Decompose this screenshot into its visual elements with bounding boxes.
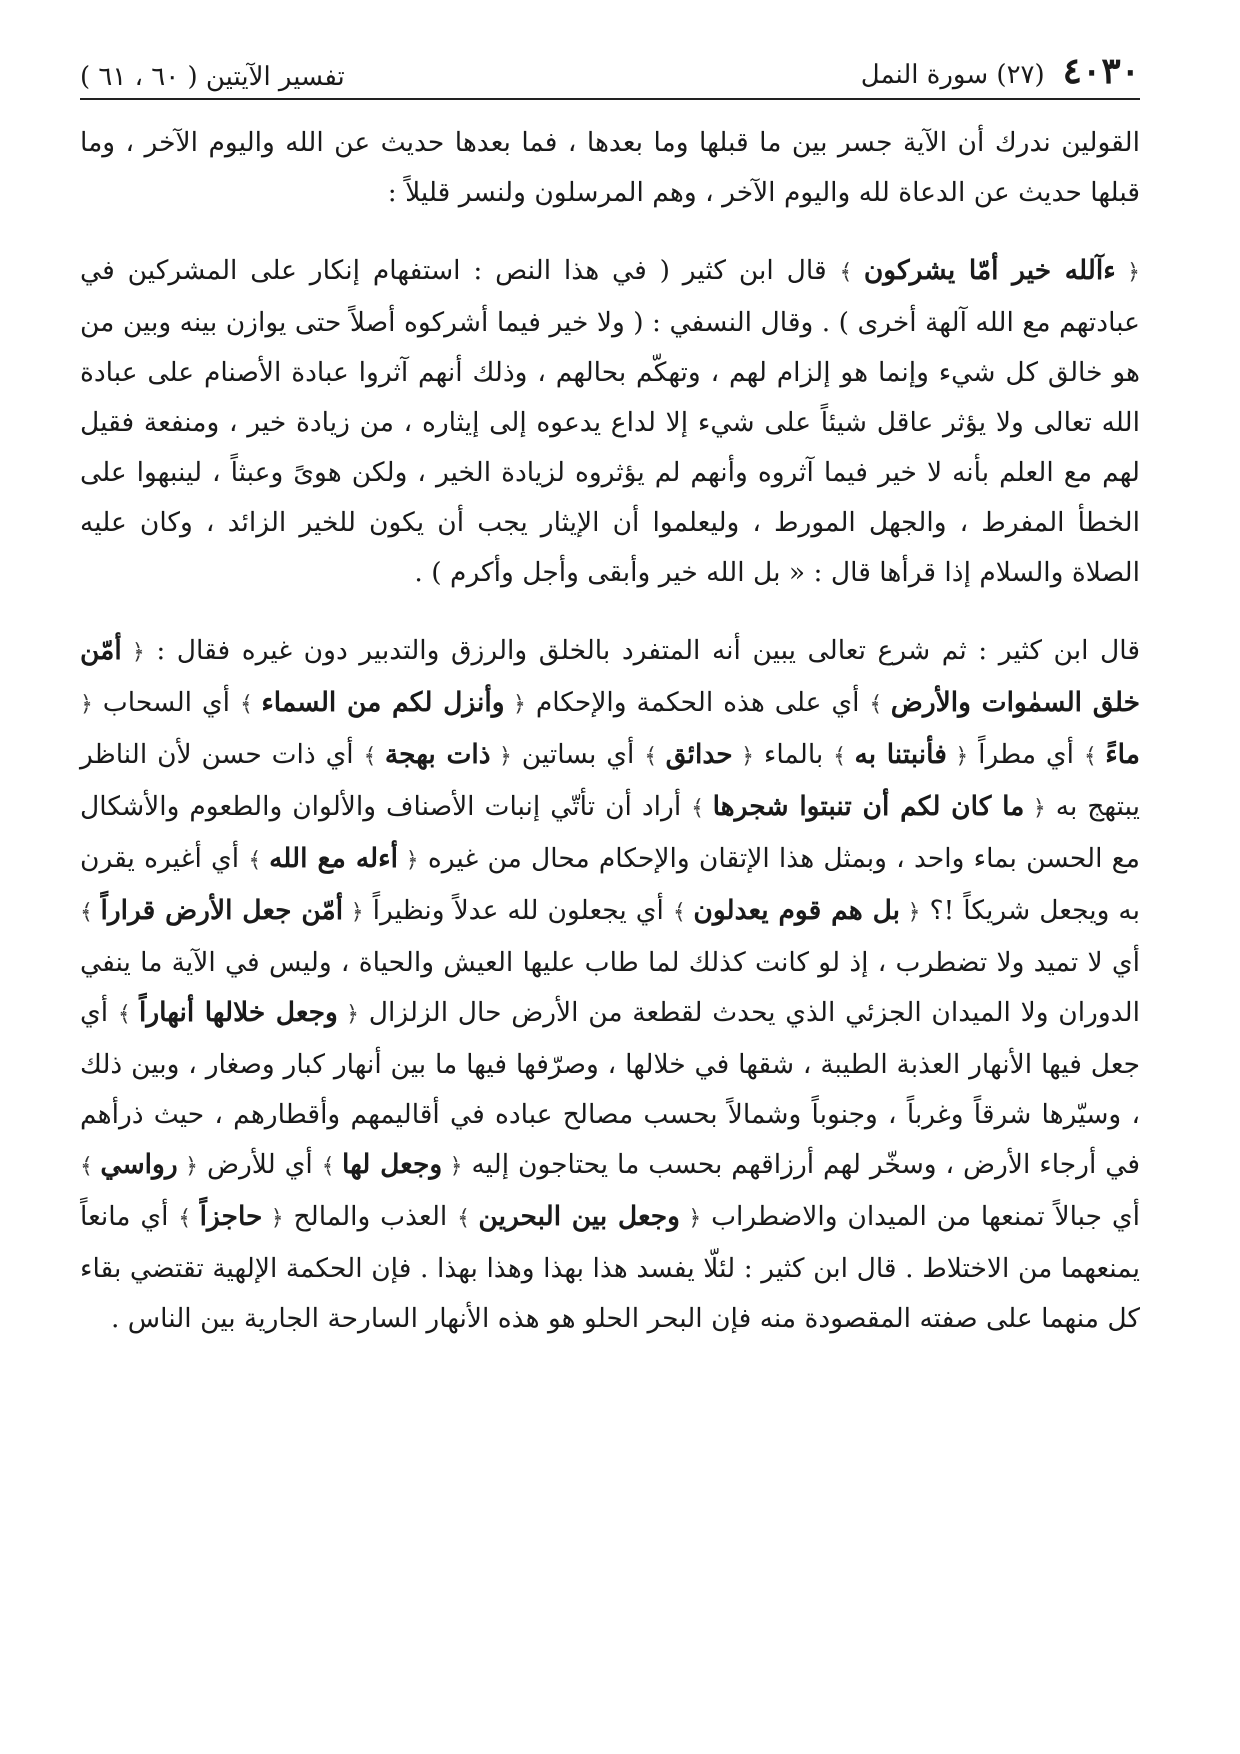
- commentary-text: أي مانعاً يمنعهما من الاختلاط . قال ابن كثير : لئلّا يفسد هذا بهذا وهذا بهذا . فإن الحكمة الإلهية تقتضي بقاء كل منهما على صفته المقصودة منه فإن البحر الحلو هو هذه الأنهار السارحة الجارية بين الناس .: [80, 1201, 1140, 1334]
- quran-verse-text: وجعل خلالها أنهاراً: [139, 997, 338, 1028]
- quran-bracket: ﴿: [121, 640, 145, 665]
- quran-bracket: ﴿: [490, 744, 512, 769]
- quran-verse-text: فأنبتنا به: [854, 739, 947, 770]
- commentary-text: أي على هذه الحكمة والإحكام: [525, 687, 870, 718]
- quran-bracket: ﴾: [457, 1206, 479, 1231]
- quran-bracket: ﴿: [1115, 260, 1140, 285]
- quran-verse-text: ذات بهجة: [384, 739, 491, 770]
- quran-verse-text: ما كان لكم أن تنبتوا شجرها: [712, 791, 1025, 822]
- quran-bracket: ﴾: [363, 744, 385, 769]
- commentary-text: العذب والمالح: [283, 1201, 458, 1232]
- quran-verse-text: وأنزل لكم من السماء: [261, 687, 505, 718]
- commentary-text: أي للأرض: [198, 1149, 322, 1180]
- commentary-text: قال ابن كثير : ثم شرع تعالى يبين أنه المتفرد بالخلق والرزق والتدبير دون غيره فقال :: [144, 635, 1141, 666]
- paragraph-2: [80, 246, 1140, 598]
- commentary-text: بالماء: [754, 739, 834, 770]
- header-right: [861, 50, 1140, 92]
- quran-bracket: ﴾: [672, 900, 694, 925]
- commentary-text: أي أغيره يقرن به ويجعل شريكاً !؟: [80, 843, 1140, 926]
- quran-bracket: ﴿: [679, 1206, 702, 1231]
- quran-bracket: ﴿: [442, 1154, 463, 1179]
- quran-bracket: ﴾: [80, 1154, 101, 1179]
- quran-bracket: ﴾: [869, 692, 891, 717]
- quran-verse-text: أمّن خلق السمٰوات والأرض: [80, 635, 1140, 718]
- quran-bracket: ﴾: [80, 900, 101, 925]
- body-text: [80, 118, 1140, 1358]
- quran-verse-text: رواسي: [100, 1149, 178, 1180]
- quran-bracket: ﴿: [177, 1154, 199, 1179]
- commentary-text: أي جبالاً تمنعها من الميدان والاضطراب: [701, 1201, 1140, 1232]
- quran-verse-text: حاجزاً: [199, 1201, 263, 1232]
- quran-verse-text: وجعل لها: [342, 1149, 443, 1180]
- quran-bracket: ﴾: [178, 1206, 200, 1231]
- commentary-text: أي ذات حسن لأن الناظر يبتهج به: [80, 739, 1140, 822]
- commentary-text: أراد أن تأتّي إنبات الأصناف والألوان والطعوم والأشكال مع الحسن بماء واحد ، وبمثل هذا الإتقان والإحكام محال من غيره: [80, 791, 1140, 874]
- quran-bracket: ﴾: [644, 744, 666, 769]
- paragraph-1: [80, 118, 1140, 218]
- quran-bracket: ﴾: [321, 1154, 343, 1179]
- commentary-text: أي السحاب: [92, 687, 240, 718]
- page-header: [80, 44, 1140, 100]
- quran-bracket: ﴾: [691, 796, 713, 821]
- commentary-text: قال ابن كثير ( في هذا النص : استفهام إنكار على المشركين في عبادتهم مع الله آلهة أخرى ) . وقال النسفي : ( ولا خير فيما أشركوه أصلاً حتى يوازن بينه وبين من هو خالق كل شيء وإنما هو إلزام لهم ، وتهكّم بحالهم ، وذلك أنهم آثروا عبادة الأصنام على عبادة الله تعالى ولا يؤثر عاقل شيئاً على شيء إلا لداع يدعوه إلى إيثاره ، من زيادة خير ، ومنفعة فقيل لهم مع العلم بأنه لا خير فيما آثروه وأنهم لم يؤثروه لزيادة الخير ، ولكن هوىً وعبثاً ، لينبهوا على الخطأ المفرط ، والجهل المورط ، وليعلموا أن الإيثار يجب أن يكون للخير الزائد ، وكان عليه الصلاة والسلام إذا قرأها قال : « بل الله خير وأبقى وأجل وأكرم ) .: [80, 255, 1140, 588]
- quran-bracket: ﴾: [839, 260, 864, 285]
- commentary-text: أي يجعلون لله عدلاً ونظيراً: [363, 895, 673, 926]
- quran-verse-text: أءله مع الله: [269, 843, 398, 874]
- quran-bracket: ﴿: [946, 744, 969, 769]
- quran-verse-text: بل هم قوم يعدلون: [693, 895, 901, 926]
- commentary-text: أي لا تميد ولا تضطرب ، إذ لو كانت كذلك لما طاب عليها العيش والحياة ، وليس في الآية ما ينفي الدوران ولا الميدان الجزئي الذي يحدث لقطعة من الأرض حال الزلزال: [80, 947, 1140, 1028]
- quran-bracket: ﴿: [900, 900, 921, 925]
- commentary-text: القولين ندرك أن الآية جسر بين ما قبلها وما بعدها ، فما بعدها حديث عن الله واليوم الآخر ، وما قبلها حديث عن الدعاة لله واليوم الآخر ، وهم المرسلون ولنسر قليلاً :: [80, 127, 1140, 208]
- commentary-text: أي مطراً: [968, 739, 1084, 770]
- quran-bracket: ﴾: [248, 848, 270, 873]
- quran-verse-text: ماءً: [1105, 739, 1140, 770]
- quran-bracket: ﴿: [732, 744, 755, 769]
- paragraph-3: [80, 626, 1140, 1344]
- quran-bracket: ﴿: [1024, 796, 1046, 821]
- quran-bracket: ﴿: [343, 900, 364, 925]
- quran-bracket: ﴾: [239, 692, 262, 717]
- commentary-text: أي جعل فيها الأنهار العذبة الطيبة ، شقها في خلالها ، وصرّفها فيها ما بين أنهار كبار وصغار ، وبين ذلك ، وسيّرها شرقاً وغرباً ، وجنوباً وشمالاً بحسب مصالح عباده في أقاليمهم وأقطارهم ، حيث ذرأهم في أرجاء الأرض ، وسخّر لهم أرزاقهم بحسب ما يحتاجون إليه: [80, 997, 1140, 1180]
- page-number: ٤٠٣٠: [1062, 50, 1140, 92]
- quran-bracket: ﴾: [117, 1002, 139, 1027]
- quran-bracket: ﴿: [504, 692, 526, 717]
- quran-verse-text: أمّن جعل الأرض قراراً: [100, 895, 344, 926]
- quran-bracket: ﴿: [80, 692, 93, 717]
- quran-bracket: ﴾: [1083, 744, 1106, 769]
- commentary-text: أي بساتين: [511, 739, 645, 770]
- surah-title: (٢٧) سورة النمل: [860, 60, 1045, 90]
- quran-verse-text: وجعل بين البحرين: [478, 1201, 680, 1232]
- section-title: تفسير الآيتين ( ٦٠ ، ٦١ ): [80, 62, 345, 92]
- quran-bracket: ﴿: [397, 848, 419, 873]
- quran-bracket: ﴾: [833, 744, 855, 769]
- quran-verse-text: حدائق: [665, 739, 733, 770]
- quran-bracket: ﴿: [337, 1002, 359, 1027]
- quran-bracket: ﴿: [262, 1206, 284, 1231]
- quran-verse-text: ءآلله خير أمّا يشركون: [863, 255, 1116, 286]
